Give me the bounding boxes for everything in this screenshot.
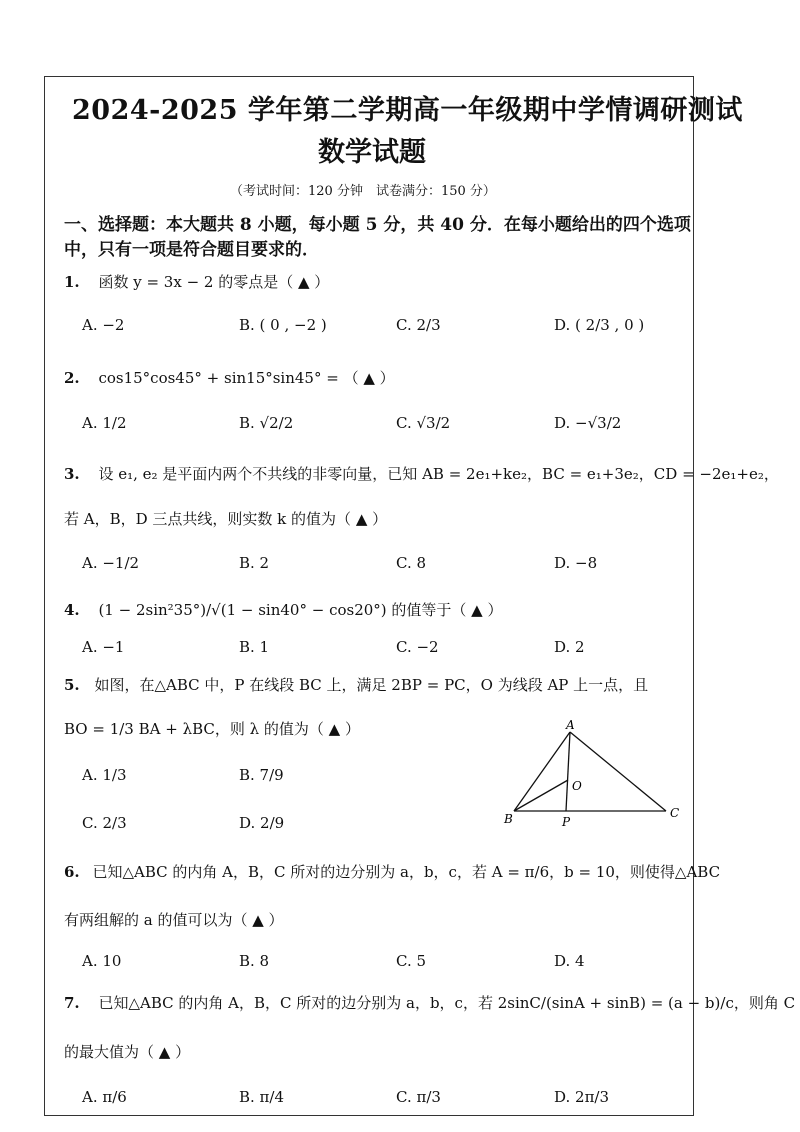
- option-c: C. π/3: [396, 1088, 441, 1106]
- option-c: C. 2/3: [82, 814, 127, 832]
- question-stem: 已知△ABC 的内角 A，B，C 所对的边分别为 a，b，c，若 2sinC/(sinA + sinB) = (a − b)/c，则角 C: [98, 994, 796, 1012]
- option-a: A. 1/3: [82, 766, 127, 784]
- option-b: B. 2: [239, 554, 270, 572]
- question-number: 7.: [64, 994, 80, 1012]
- question-stem: 如图，在△ABC 中，P 在线段 BC 上，满足 2BP = PC，O 为线段 AP 上一点，且: [94, 676, 649, 694]
- question-7-line2: 的最大值为（ ▲ ）: [64, 1043, 191, 1061]
- option-d: D. −8: [554, 554, 598, 572]
- question-number: 3.: [64, 465, 80, 483]
- question-2: [64, 367, 395, 388]
- side-ac: [570, 732, 666, 811]
- option-a: A. −1: [82, 638, 125, 656]
- question-number: 6.: [64, 863, 80, 881]
- option-c: C. √3/2: [396, 414, 451, 432]
- option-c: C. −2: [396, 638, 439, 656]
- label-p: P: [562, 815, 571, 829]
- option-b: B. π/4: [239, 1088, 285, 1106]
- option-c: C. 5: [396, 952, 427, 970]
- exam-time-note: （考试时间：120 分钟 试卷满分：150 分）: [230, 184, 496, 199]
- option-c: C. 8: [396, 554, 427, 572]
- label-b: B: [504, 812, 513, 826]
- question-5-line2: BO = 1/3 BA + λBC，则 λ 的值为（ ▲ ）: [64, 720, 360, 738]
- question-number: 5.: [64, 676, 80, 694]
- option-b: B. 1: [239, 638, 270, 656]
- option-b: B. √2/2: [239, 414, 294, 432]
- question-stem: cos15°cos45° + sin15°sin45° = （ ▲ ）: [98, 369, 395, 387]
- option-a: A. 10: [82, 952, 122, 970]
- question-3: [64, 463, 779, 484]
- exam-title: 2024-2025 学年第二学期高一年级期中学情调研测试: [72, 95, 743, 126]
- option-b: B. 8: [239, 952, 270, 970]
- option-b: B. 7/9: [239, 766, 284, 784]
- question-6: [64, 861, 720, 882]
- option-c: C. 2/3: [396, 316, 441, 334]
- option-d: D. 2π/3: [554, 1088, 610, 1106]
- side-ab: [514, 732, 570, 811]
- label-o: O: [572, 779, 582, 793]
- option-a: A. −1/2: [82, 554, 140, 572]
- option-d: D. 2/9: [239, 814, 285, 832]
- question-stem: 已知△ABC 的内角 A，B，C 所对的边分别为 a，b，c，若 A = π/6，b = 10，则使得△ABC: [92, 863, 721, 881]
- question-5: [64, 674, 648, 695]
- option-d: D. 2: [554, 638, 585, 656]
- segment-ap: [566, 732, 570, 811]
- question-stem: 函数 y = 3x − 2 的零点是（ ▲ ）: [98, 273, 330, 291]
- option-a: A. π/6: [82, 1088, 127, 1106]
- option-a: A. 1/2: [82, 414, 127, 432]
- question-number: 4.: [64, 601, 80, 619]
- question-6-line2: 有两组解的 a 的值可以为（ ▲ ）: [64, 911, 284, 929]
- label-a: A: [566, 718, 575, 732]
- option-d: D. ( 2/3 , 0 ): [554, 316, 645, 334]
- option-a: A. −2: [82, 316, 125, 334]
- option-b: B. ( 0 , −2 ): [239, 316, 327, 334]
- question-stem: (1 − 2sin²35°)/√(1 − sin40° − cos20°) 的值等于（ ▲ ）: [98, 601, 503, 619]
- triangle-figure: [498, 718, 698, 833]
- question-number: 1.: [64, 273, 80, 291]
- question-4: [64, 599, 502, 620]
- exam-subtitle: 数学试题: [318, 137, 426, 168]
- option-d: D. 4: [554, 952, 585, 970]
- label-c: C: [670, 806, 680, 820]
- question-7: [64, 992, 795, 1013]
- question-1: [64, 271, 329, 292]
- option-d: D. −√3/2: [554, 414, 622, 432]
- question-number: 2.: [64, 369, 80, 387]
- section-heading: 一、选择题：本大题共 8 小题，每小题 5 分，共 40 分．在每小题给出的四个选项中，只有一项是符合题目要求的．: [64, 215, 691, 260]
- question-stem: 设 e₁, e₂ 是平面内两个不共线的非零向量，已知 AB = 2e₁+ke₂，BC = e₁+3e₂，CD = −2e₁+e₂，: [98, 465, 779, 483]
- question-3-line2: 若 A，B，D 三点共线，则实数 k 的值为（ ▲ ）: [64, 510, 388, 528]
- segment-bo: [514, 780, 568, 811]
